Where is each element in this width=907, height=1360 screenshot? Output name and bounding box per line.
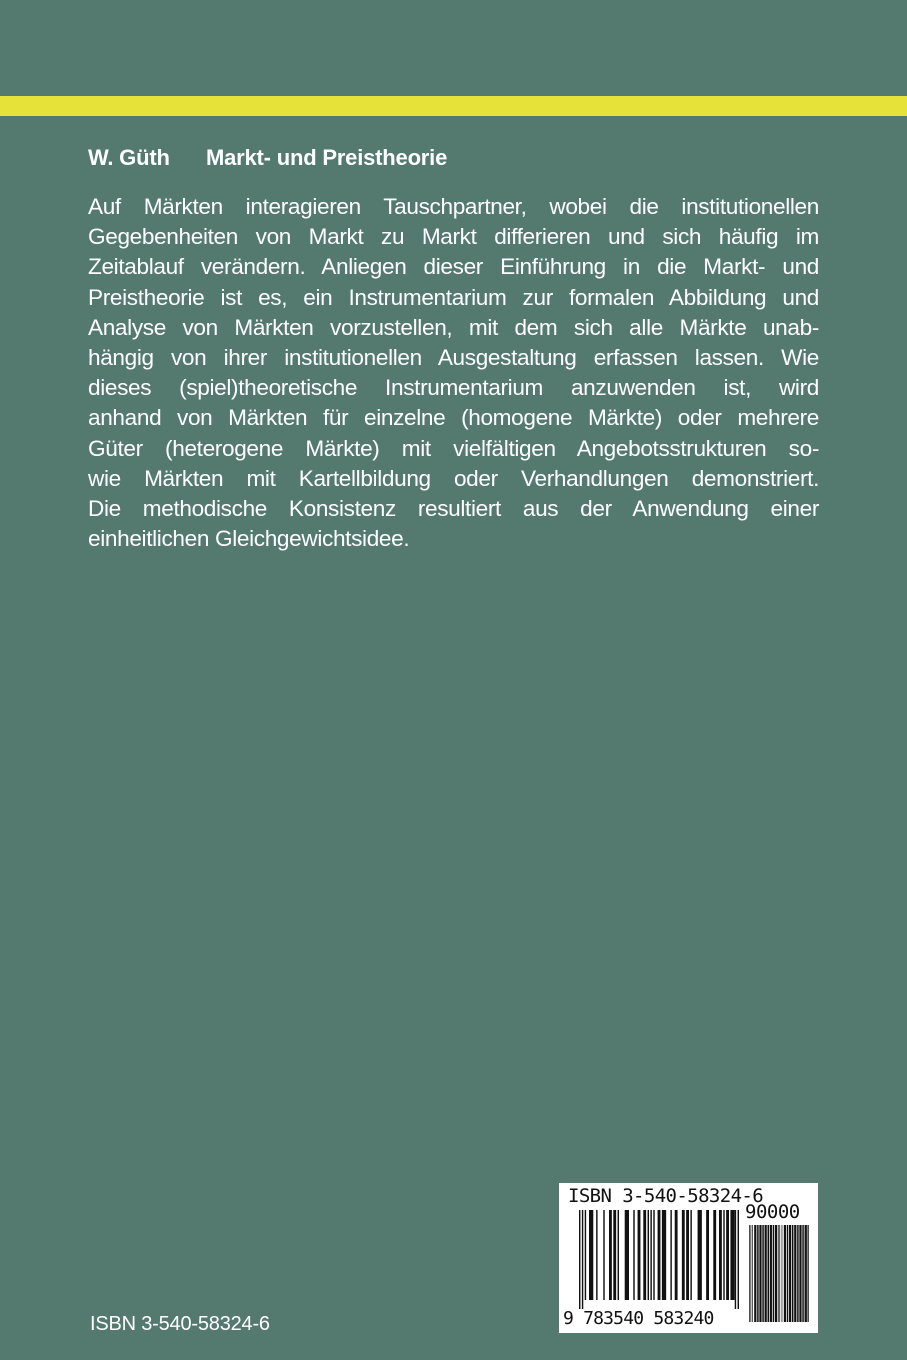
barcode-bar [754,1225,756,1322]
barcode-bar [698,1210,702,1300]
barcode-bar [802,1225,803,1322]
barcode [559,1183,818,1333]
barcode-bar [794,1225,796,1322]
blurb-line: einheitlichen Gleichgewichtsidee. [88,526,410,552]
blurb-line: Die methodische Konsistenz resultiert aus der Anwendung einer [88,496,819,522]
book-title: Markt- und Preistheorie [206,145,448,170]
barcode-bar [643,1210,646,1300]
barcode-bar [613,1210,616,1300]
barcode-bar [797,1225,798,1322]
barcode-bar [805,1225,807,1322]
blurb-line: Zeitablauf verändern. Anliegen dieser Einführung in die Markt- und [88,254,819,280]
barcode-bar [670,1210,671,1300]
barcode-bar [675,1210,678,1300]
barcode-bar [579,1210,580,1309]
barcode-bar [762,1225,763,1322]
barcode-bar [738,1210,739,1309]
blurb-line: Preistheorie ist es, ein Instrumentarium zur formalen Abbildung und [88,284,819,310]
barcode-bar [770,1225,772,1322]
barcode-bar [773,1225,774,1322]
barcode-main-bars [579,1210,739,1309]
barcode-bar [596,1210,597,1300]
blurb-line: anhand von Märkten für einzelne (homogene Märkte) oder mehrere [88,405,819,431]
barcode-bar [779,1225,780,1322]
barcode-bar [633,1210,634,1300]
blurb-line: Güter (heterogene Märkte) mit vielfältigen Angebotsstrukturen so- [88,435,819,461]
barcode-bar [792,1225,793,1322]
barcode-bar [658,1210,661,1300]
barcode-bar [726,1210,729,1300]
barcode-bar [582,1210,583,1309]
barcode-bar [648,1210,649,1300]
barcode-bar [589,1210,593,1300]
barcode-bar [787,1225,788,1322]
barcode-bar [609,1210,612,1300]
barcode-bar [749,1225,750,1322]
blurb-line: Auf Märkten interagieren Tauschpartner, wobei die institutionellen [88,194,819,219]
barcode-bar [735,1210,736,1309]
author-name: W. Güth [88,145,170,170]
barcode-bar [757,1225,758,1322]
barcode-bar [603,1210,604,1300]
barcode-bar [730,1210,734,1300]
barcode-bar [653,1210,654,1300]
isbn-footer: ISBN 3-540-58324-6 [90,1313,270,1335]
barcode-bar [723,1210,724,1300]
barcode-ean-digits: 9 783540 583240 [563,1308,714,1329]
barcode-bar [650,1210,651,1300]
header [88,145,447,171]
barcode-bar [682,1210,685,1300]
blurb-line: dieses (spiel)theoretische Instrumentarium anzuwenden ist, wird [88,375,819,401]
barcode-bar [618,1210,619,1300]
barcode-bar [759,1225,761,1322]
barcode-bar [585,1210,586,1300]
barcode-bar [775,1225,777,1322]
barcode-isbn-label: ISBN 3-540-58324-6 [568,1185,764,1207]
barcode-bar [807,1225,808,1322]
barcode-bar [662,1210,666,1300]
barcode-bar [778,1225,779,1322]
barcode-bar [808,1225,809,1322]
barcode-bar [799,1225,801,1322]
blurb-line: Gegebenheiten von Markt zu Markt differieren und sich häufig im [88,224,819,250]
barcode-bar [765,1225,767,1322]
barcode-bar [750,1225,751,1322]
barcode-bar [625,1210,629,1300]
barcode-bar [706,1210,709,1300]
barcode-addon-digits: 90000 [745,1201,800,1223]
blurb-line: wie Märkten mit Kartellbildung oder Verhandlungen demonstriert. [88,465,819,491]
barcode-bar [719,1210,722,1300]
blurb-text [88,192,819,554]
barcode-bar [782,1225,783,1322]
barcode-bar [752,1225,753,1322]
barcode-bar [690,1210,691,1300]
barcode-addon-bars [749,1225,809,1322]
barcode-bar [638,1210,641,1300]
barcode-bar [713,1210,716,1300]
barcode-bar [686,1210,689,1300]
blurb-line: Analyse von Märkten vorzustellen, mit dem sich alle Märkte unab- [88,314,819,340]
barcode-bar [768,1225,769,1322]
barcode-bar [789,1225,791,1322]
yellow-stripe [0,96,907,116]
barcode-bar [784,1225,786,1322]
blurb-line: hängig von ihrer institutionellen Ausgestaltung erfassen lassen. Wie [88,345,819,371]
